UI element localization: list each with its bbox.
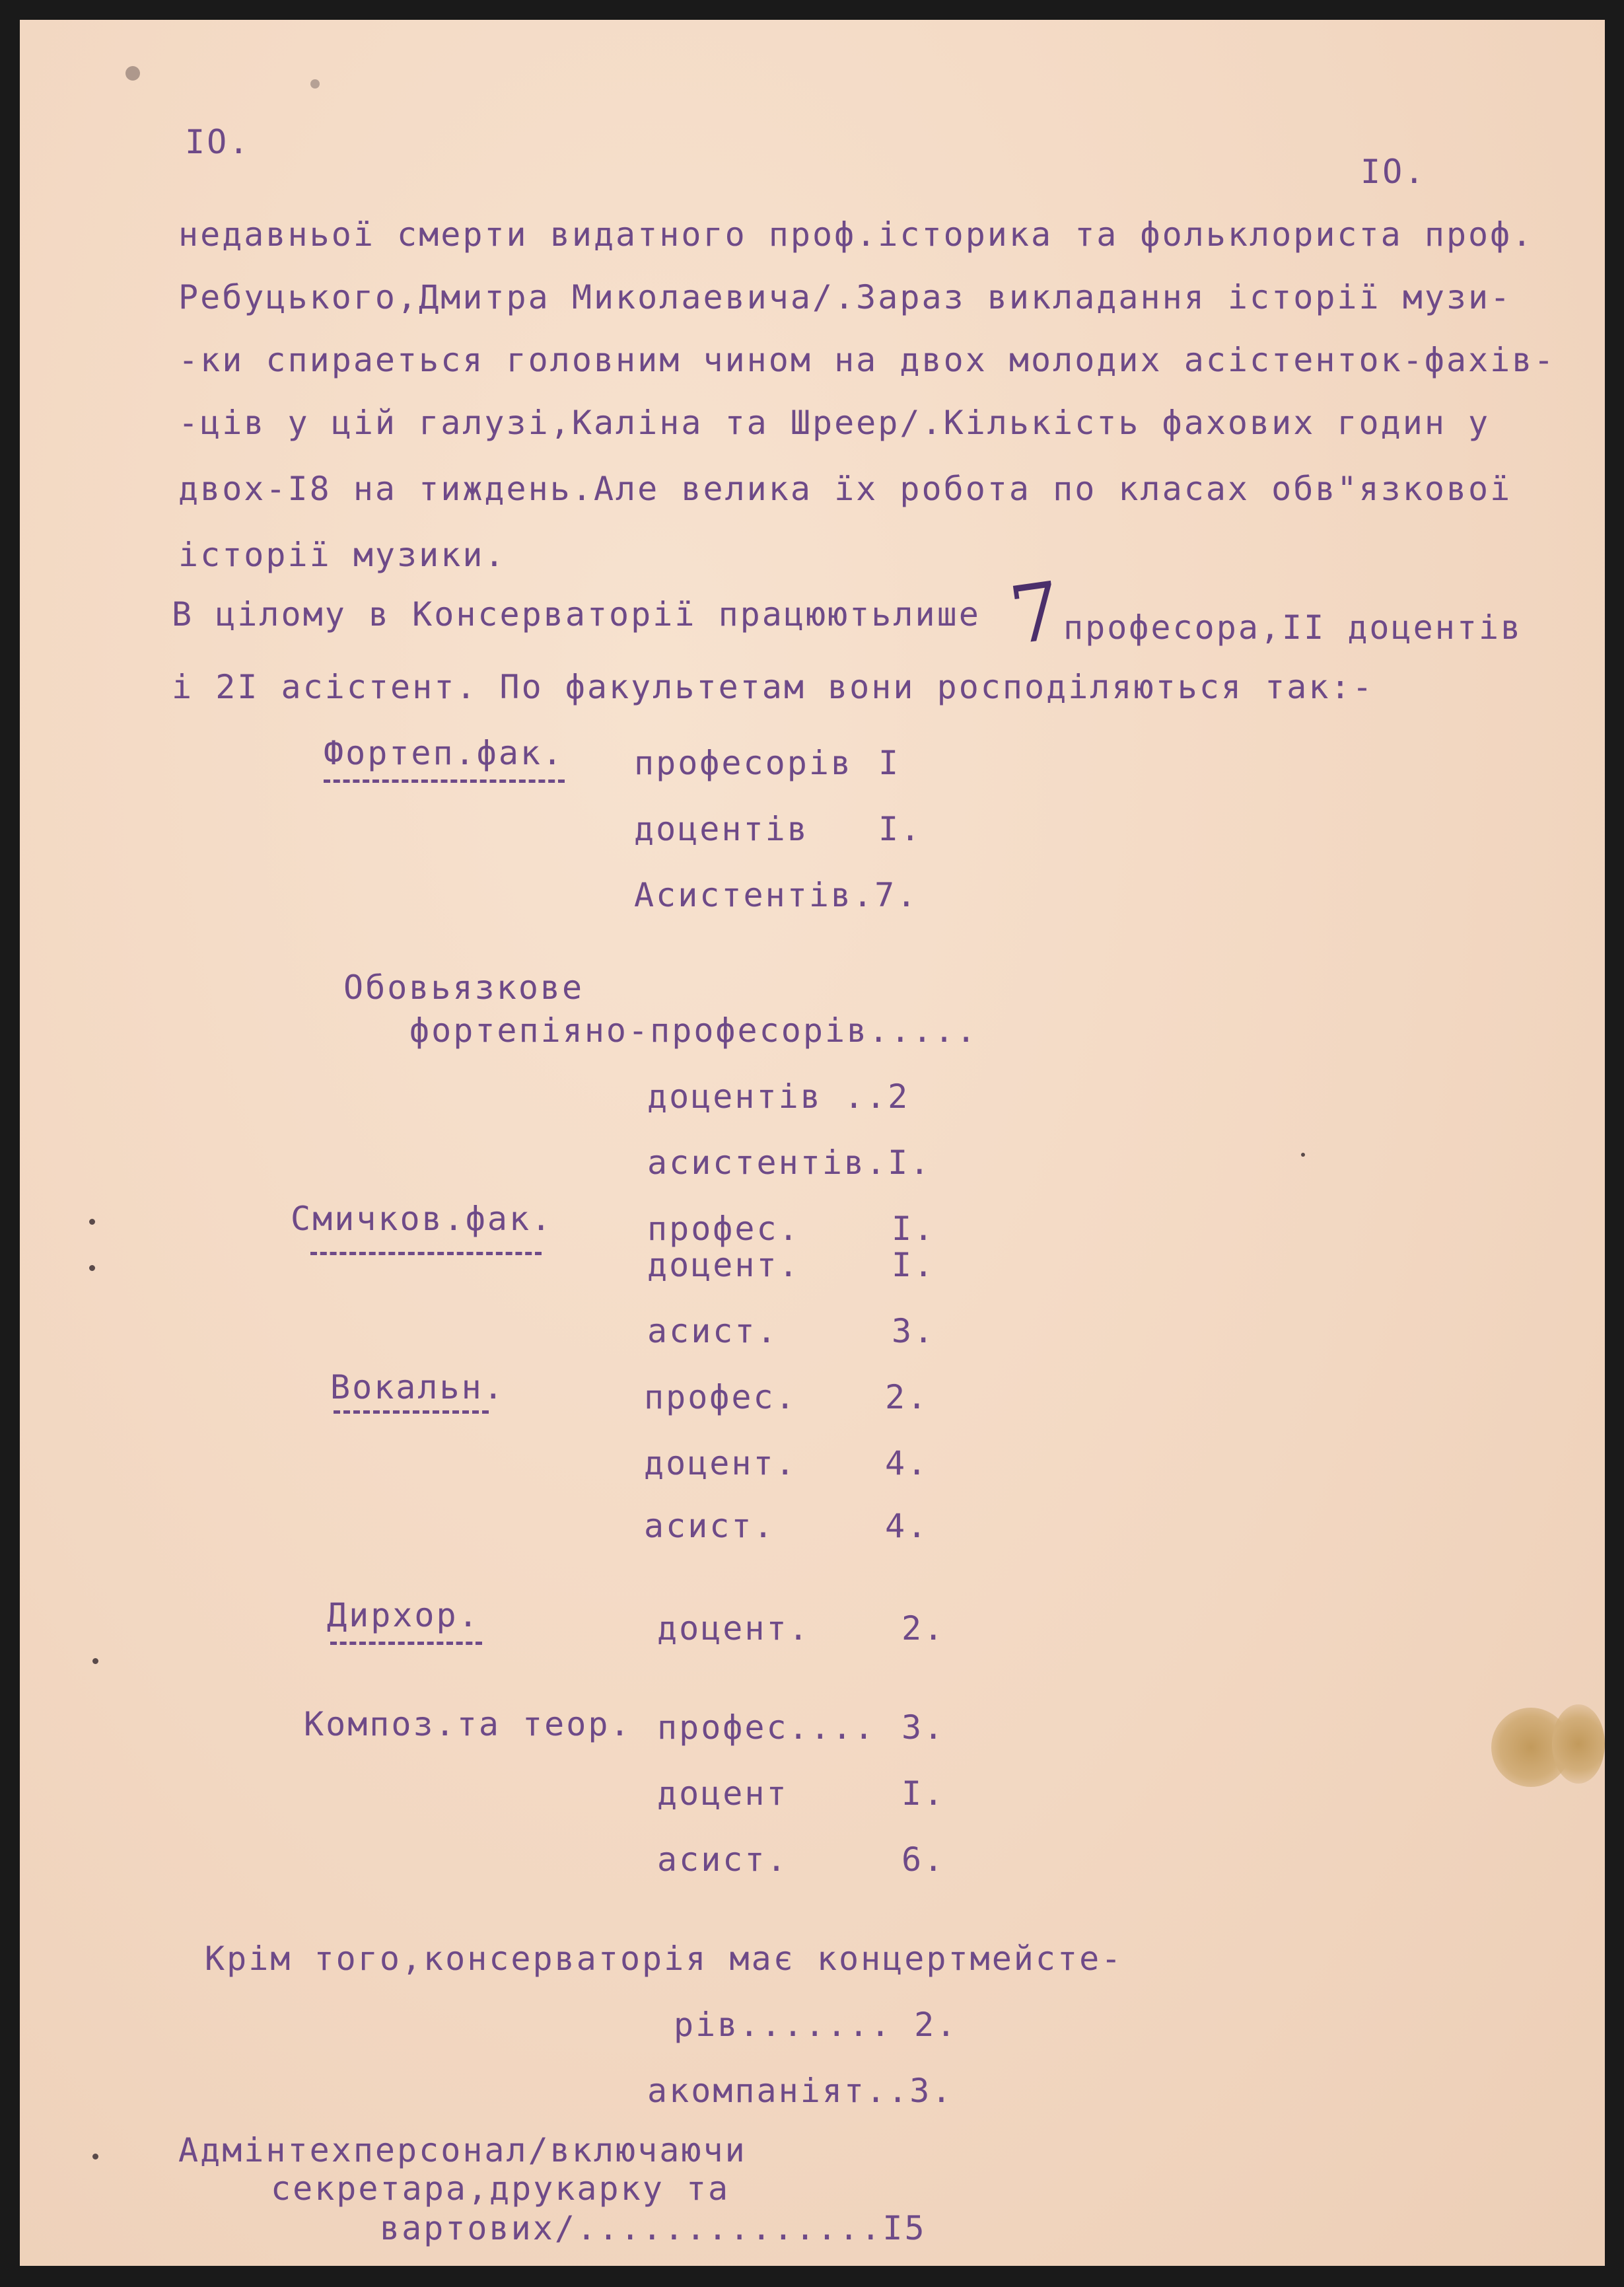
staff-role: профес. (647, 1210, 800, 1248)
admin-line: секретара,друкарку та (271, 2169, 730, 2208)
faculty-name: Композ.та теор. (304, 1705, 632, 1743)
speck (125, 66, 140, 81)
summary-line-b: професора,II доцентів (1063, 608, 1523, 647)
staff-role: професорів (634, 744, 853, 782)
speck (89, 1265, 95, 1271)
summary-line-2: і 2I асістент. По факультетам вони росподіляються так:- (172, 668, 1374, 706)
staff-count: I. (901, 1774, 946, 1813)
speck (310, 79, 320, 89)
staff-role: доцент. (647, 1246, 800, 1284)
concert-line: Крім того,консерваторія має концертмейсте- (205, 1940, 1123, 1978)
staff-count: 4. (885, 1444, 929, 1482)
staff-role: асист. (657, 1840, 789, 1879)
staff-role: доцент. (657, 1609, 810, 1648)
admin-line: Адмінтехперсонал/включаючи (178, 2131, 747, 2169)
staff-role: доцент. (644, 1444, 797, 1482)
staff-count: I. (892, 1210, 936, 1248)
staff-role: асистентів.I. (647, 1144, 932, 1182)
handwritten-number: 7 (1004, 565, 1067, 663)
faculty-name: Обовьязкове (343, 968, 584, 1007)
staff-count: 3. (892, 1312, 936, 1350)
paragraph-line: -ців у цій галузі,Каліна та Шреер/.Кількість фахових годин у (178, 404, 1491, 442)
staff-count: 2. (885, 1378, 929, 1416)
concert-row: акомпаніят..3. (647, 2072, 954, 2110)
faculty-name: Вокальн. (330, 1368, 505, 1406)
staff-role: доцент (657, 1774, 789, 1813)
staff-count: I. (878, 810, 923, 848)
speck (1301, 1153, 1305, 1157)
summary-line-a: В цілому в Консерваторії працюютьлише (172, 595, 981, 634)
staff-count: 3. (901, 1708, 946, 1747)
staff-role: доцентів (634, 810, 809, 848)
staff-role: профес. (644, 1378, 797, 1416)
speck (92, 1658, 98, 1664)
paragraph-line: -ки спираеться головним чином на двох молодих асістенток-фахів- (178, 341, 1556, 379)
concert-row: рів....... 2. (674, 2006, 958, 2044)
faculty-name: Дирхор. (327, 1596, 480, 1634)
staff-count: 6. (901, 1840, 946, 1879)
underline (310, 1252, 542, 1255)
underline (334, 1410, 489, 1414)
underline (324, 780, 565, 783)
underline (330, 1642, 482, 1645)
faculty-name: Фортеп.фак. (324, 734, 565, 772)
paragraph-line: недавньої смерти видатного проф.історика та фольклориста проф. (178, 215, 1534, 254)
staff-count: 4. (885, 1507, 929, 1545)
faculty-name-cont: фортепіяно-професорів..... (409, 1011, 978, 1050)
paragraph-line: двох-I8 на тиждень.Але велика їх робота по класах обв"язкової (178, 470, 1512, 508)
staff-role: профес.... (657, 1708, 876, 1747)
staff-count: I (878, 744, 901, 782)
admin-line: вартових/..............I5 (380, 2209, 927, 2247)
staff-role: Асистентів.7. (634, 876, 919, 914)
staff-count: I. (892, 1246, 936, 1284)
paragraph-line: історії музики. (178, 536, 507, 574)
staff-role: асист. (647, 1312, 779, 1350)
page-number-right: IO. (1360, 153, 1427, 191)
page-number-left: IO. (185, 123, 251, 161)
document-page (20, 20, 1605, 2266)
staff-role: асист. (644, 1507, 775, 1545)
staff-count: 2. (901, 1609, 946, 1648)
speck (89, 1219, 95, 1225)
speck (92, 2154, 98, 2160)
stain-mark (1552, 1704, 1605, 1784)
staff-role: доцентів ..2 (647, 1077, 910, 1116)
paragraph-line: Ребуцького,Дмитра Миколаевича/.Зараз викладання історії музи- (178, 278, 1512, 316)
faculty-name: Смичков.фак. (291, 1200, 553, 1238)
